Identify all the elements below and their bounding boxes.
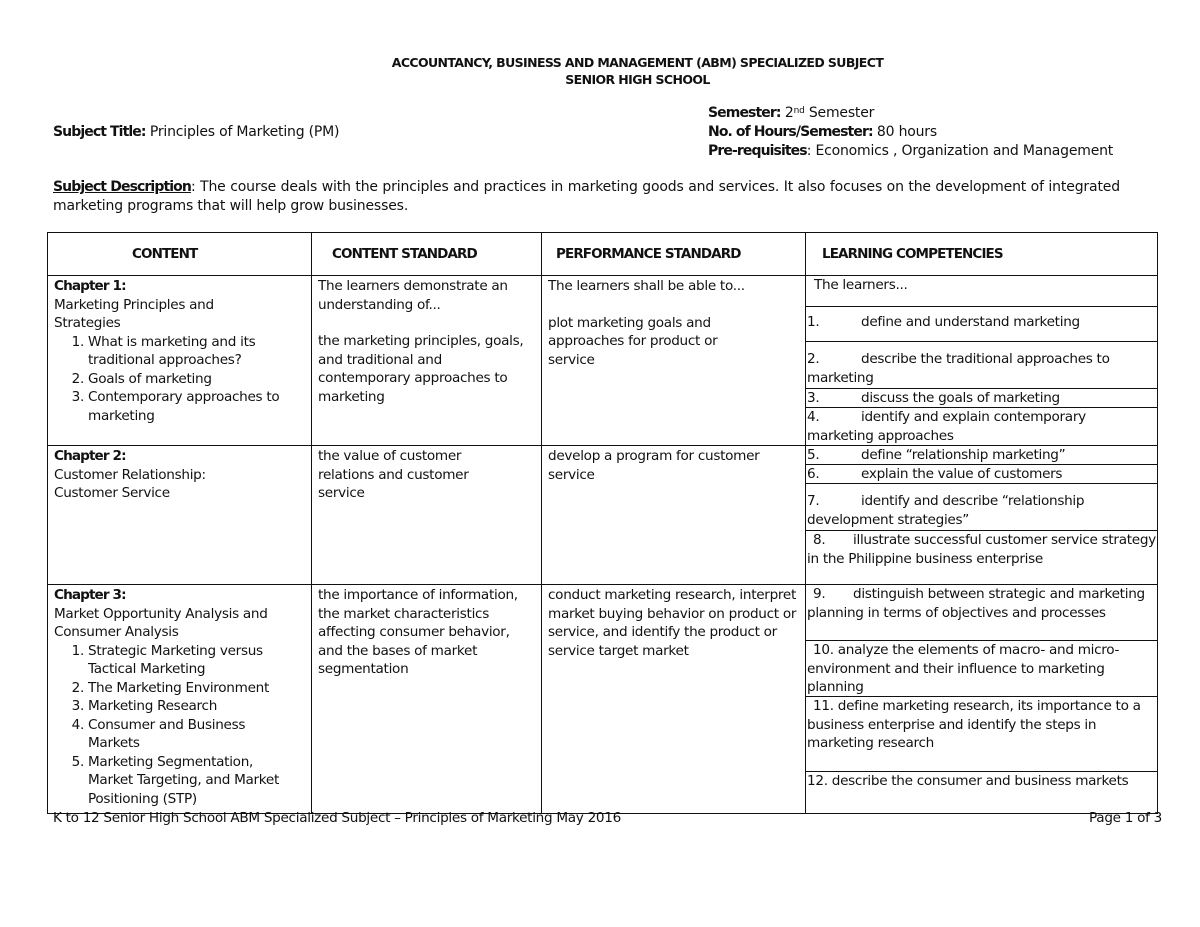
list-item: 4. Consumer and Business Markets bbox=[88, 716, 288, 753]
list-item: 5. Marketing Segmentation, Market Targeting, and Market Positioning (STP) bbox=[88, 753, 288, 809]
subject-title bbox=[53, 123, 339, 142]
competency-item: 10. analyze the elements of macro- and micro-environment and their influence to marketing planning bbox=[806, 641, 1157, 697]
content-standard-intro: The learners demonstrate an understanding of... bbox=[318, 278, 508, 313]
performance-standard-cell bbox=[542, 446, 806, 585]
performance-standard-cell bbox=[542, 276, 806, 446]
content-standard-cell bbox=[312, 446, 542, 585]
list-item: 3. Contemporary approaches to marketing bbox=[88, 388, 305, 425]
table-row bbox=[48, 585, 1158, 814]
topic-list bbox=[54, 642, 288, 809]
content-standard-text: the importance of information, the market characteristics affecting consumer behavior, and the bases of market segmentation bbox=[318, 587, 518, 677]
description-label: Subject Description bbox=[53, 179, 191, 195]
list-item: 1. What is marketing and its traditional approaches? bbox=[88, 333, 305, 370]
performance-standard-cell bbox=[542, 585, 806, 814]
competency-item: 6. explain the value of customers bbox=[806, 465, 1157, 484]
page-number: Page 1 of 3 bbox=[1089, 810, 1162, 826]
header-content: CONTENT bbox=[48, 233, 312, 276]
content-standard-cell bbox=[312, 585, 542, 814]
content-standard-text: the value of customer relations and customer service bbox=[318, 448, 469, 501]
competency-item: 3. discuss the goals of marketing bbox=[806, 389, 1157, 408]
semester-number: 2 bbox=[784, 105, 794, 121]
competency-item: 12. describe the consumer and business markets bbox=[807, 773, 1129, 789]
document-subheading: SENIOR HIGH SCHOOL bbox=[565, 72, 710, 87]
semester-suffix: nd bbox=[793, 106, 805, 116]
competency-item: 8. illustrate successful customer service strategy in the Philippine business enterprise bbox=[807, 532, 1156, 567]
topic-list bbox=[54, 333, 305, 426]
list-item: 2. Goals of marketing bbox=[88, 370, 305, 389]
competency-item: 2. describe the traditional approaches to marketing bbox=[806, 342, 1157, 389]
semester-label: Semester: bbox=[708, 105, 781, 121]
content-cell bbox=[48, 276, 312, 446]
footer-text: K to 12 Senior High School ABM Specialized Subject – Principles of Marketing May 2016 bbox=[53, 810, 621, 826]
chapter-label: Chapter 3: bbox=[54, 587, 126, 603]
subject-title-value: Principles of Marketing (PM) bbox=[149, 124, 340, 140]
table-header-row bbox=[48, 233, 1158, 276]
competencies-intro: The learners... bbox=[806, 276, 1157, 307]
chapter-title: Customer Relationship: Customer Service bbox=[54, 466, 206, 501]
learning-competencies-cell bbox=[806, 585, 1158, 814]
learning-competencies-cell bbox=[806, 446, 1158, 585]
header-performance-standard: PERFORMANCE STANDARD bbox=[542, 233, 806, 276]
competency-item: 4. identify and explain contemporary marketing approaches bbox=[807, 409, 1086, 444]
hours-label: No. of Hours/Semester: bbox=[708, 124, 873, 140]
chapter-label: Chapter 2: bbox=[54, 448, 126, 464]
competency-item: 5. define “relationship marketing” bbox=[806, 446, 1157, 465]
performance-standard-intro: The learners shall be able to... bbox=[548, 278, 745, 294]
semester-word: Semester bbox=[808, 105, 875, 121]
description-text: : The course deals with the principles and practices in marketing goods and services. It also focuses on the development of integrated marketing programs that will help grow businesses. bbox=[53, 179, 1120, 214]
subject-title-label: Subject Title: bbox=[53, 124, 146, 140]
list-item: 1. Strategic Marketing versus Tactical Marketing bbox=[88, 642, 288, 679]
competency-item: 9. distinguish between strategic and marketing planning in terms of objectives and processes bbox=[806, 585, 1157, 641]
performance-standard-text: develop a program for customer service bbox=[548, 448, 760, 483]
subject-description bbox=[53, 178, 1120, 216]
prereq-value: : Economics , Organization and Management bbox=[806, 143, 1114, 159]
learning-competencies-cell bbox=[806, 276, 1158, 446]
content-standard-cell bbox=[312, 276, 542, 446]
content-cell bbox=[48, 446, 312, 585]
table-row bbox=[48, 446, 1158, 585]
performance-standard-text: plot marketing goals and approaches for product or service bbox=[548, 314, 718, 368]
chapter-title: Market Opportunity Analysis and Consumer Analysis bbox=[54, 605, 268, 640]
chapter-title: Marketing Principles and Strategies bbox=[54, 296, 214, 331]
curriculum-table bbox=[47, 232, 1158, 814]
list-item: 3. Marketing Research bbox=[88, 697, 288, 716]
hours-value: 80 hours bbox=[876, 124, 937, 140]
competency-item: 11. define marketing research, its importance to a business enterprise and identify the steps in marketing research bbox=[806, 697, 1157, 772]
content-standard-text: the marketing principles, goals, and traditional and contemporary approaches to marketing bbox=[318, 333, 524, 405]
prereq-label: Pre-requisites bbox=[708, 143, 807, 159]
semester-info bbox=[708, 104, 1113, 161]
header-learning-competencies: LEARNING COMPETENCIES bbox=[806, 233, 1158, 276]
table-row bbox=[48, 276, 1158, 446]
content-cell bbox=[48, 585, 312, 814]
document-heading: ACCOUNTANCY, BUSINESS AND MANAGEMENT (ABM) SPECIALIZED SUBJECT bbox=[391, 55, 884, 70]
competency-item: 1. define and understand marketing bbox=[806, 307, 1157, 342]
competency-item: 7. identify and describe “relationship development strategies” bbox=[806, 484, 1157, 531]
chapter-label: Chapter 1: bbox=[54, 278, 126, 294]
list-item: 2. The Marketing Environment bbox=[88, 679, 288, 698]
header-content-standard: CONTENT STANDARD bbox=[312, 233, 542, 276]
performance-standard-text: conduct marketing research, interpret market buying behavior on product or service, and identify the product or service target market bbox=[548, 587, 797, 659]
